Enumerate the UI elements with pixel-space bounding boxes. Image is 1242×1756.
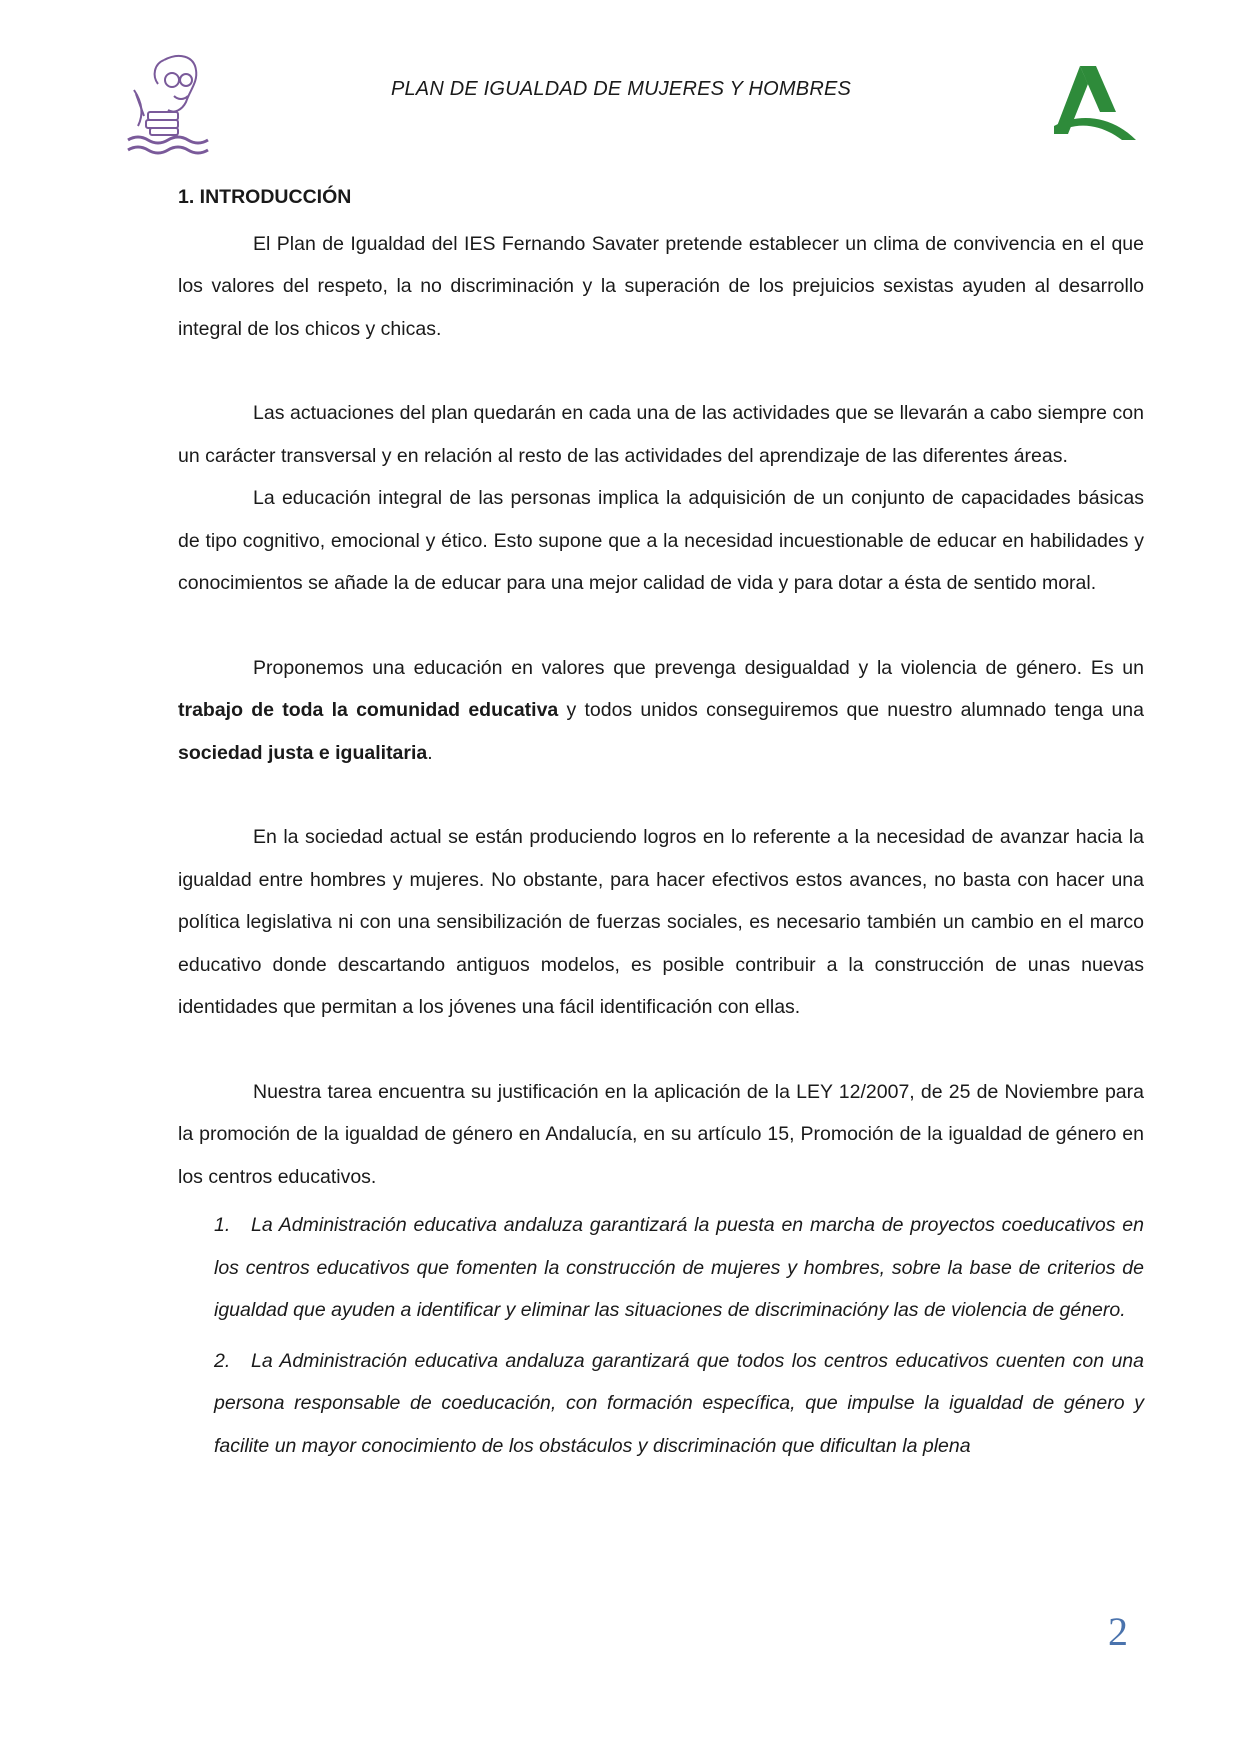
law-quote-item [214, 1340, 1144, 1468]
junta-andalucia-logo-icon [1050, 64, 1140, 148]
quote-number: 2. [214, 1349, 231, 1372]
paragraph-educacion-integral: La educación integral de las personas implica la adquisición de un conjunto de capacidades básicas de tipo cognitivo, emocional y ético. Esto supone que a la necesidad incuestionable de educar en habilidades y conocimientos se añade la de educar para una mejor calidad de vida y para dotar a ésta de sentido moral. [178, 487, 1144, 594]
paragraph-sociedad-actual: En la sociedad actual se están produciendo logros en lo referente a la necesidad de avanzar hacia la igualdad entre hombres y mujeres. No obstante, para hacer efectivos estos avances, no basta con hacer una política legislativa ni con una sensibilización de fuerzas sociales, es necesario también un cambio en el marco educativo donde descartando antiguos modelos, es posible contribuir a la construcción de unas nuevas identidades que permitan a los jóvenes una fácil identificación con ellas. [178, 826, 1144, 1018]
junta-andalucia-logo [1050, 64, 1140, 148]
page-number: 2 [1108, 1609, 1128, 1654]
propuesta-text-3: . [427, 741, 433, 764]
propuesta-bold-2: sociedad justa e igualitaria [178, 741, 428, 764]
document-body [178, 176, 1144, 1475]
paragraph-spacer [178, 774, 1144, 816]
quote-text: La Administración educativa andaluza garantizará que todos los centros educativos cuenten con una persona responsable de coeducación, con formación específica, que impulse la igualdad de género y facilite un mayor conocimiento de los obstáculos y discriminación que dificultan la plena [214, 1349, 1144, 1457]
propuesta-text-1: Proponemos una educación en valores que prevenga desigualdad y la violencia de género. Es un [253, 656, 1144, 679]
quote-text: La Administración educativa andaluza garantizará la puesta en marcha de proyectos coeducativos en los centros educativos que fomenten la construcción de mujeres y hombres, sobre la base de criterios de igualdad que ayuden a identificar y eliminar las situaciones de discriminacióny las de violencia de género. [214, 1214, 1144, 1321]
paragraph-spacer [178, 350, 1144, 392]
school-logo [124, 50, 216, 158]
paragraph-intro: El Plan de Igualdad del IES Fernando Savater pretende establecer un clima de convivencia en el que los valores del respeto, la no discriminación y la superación de los prejuicios sexistas ayuden al desarrollo integral de los chicos y chicas. [178, 232, 1144, 340]
law-quote-item [214, 1204, 1144, 1332]
section-heading: 1. INTRODUCCIÓN [178, 186, 352, 208]
paragraph-spacer [178, 605, 1144, 647]
paragraph-justificacion: Nuestra tarea encuentra su justificación en la aplicación de la LEY 12/2007, de 25 de Noviembre para la promoción de la igualdad de género en Andalucía, en su artículo 15, Promoción de la igualdad de género en los centros educativos. [178, 1080, 1144, 1188]
law-quote-list [178, 1204, 1144, 1467]
propuesta-bold-1: trabajo de toda la comunidad educativa [178, 699, 559, 721]
school-logo-icon [124, 50, 216, 158]
paragraph-propuesta [178, 647, 1144, 775]
quote-number: 1. [214, 1214, 231, 1236]
propuesta-text-2: y todos unidos conseguiremos que nuestro alumnado tenga una [558, 699, 1144, 721]
paragraph-actuaciones: Las actuaciones del plan quedarán en cada una de las actividades que se llevarán a cabo siempre con un carácter transversal y en relación al resto de las actividades del aprendizaje de las diferentes áreas. [178, 402, 1144, 467]
paragraph-spacer [178, 1029, 1144, 1071]
header-title: PLAN DE IGUALDAD DE MUJERES Y HOMBRES [390, 78, 852, 100]
